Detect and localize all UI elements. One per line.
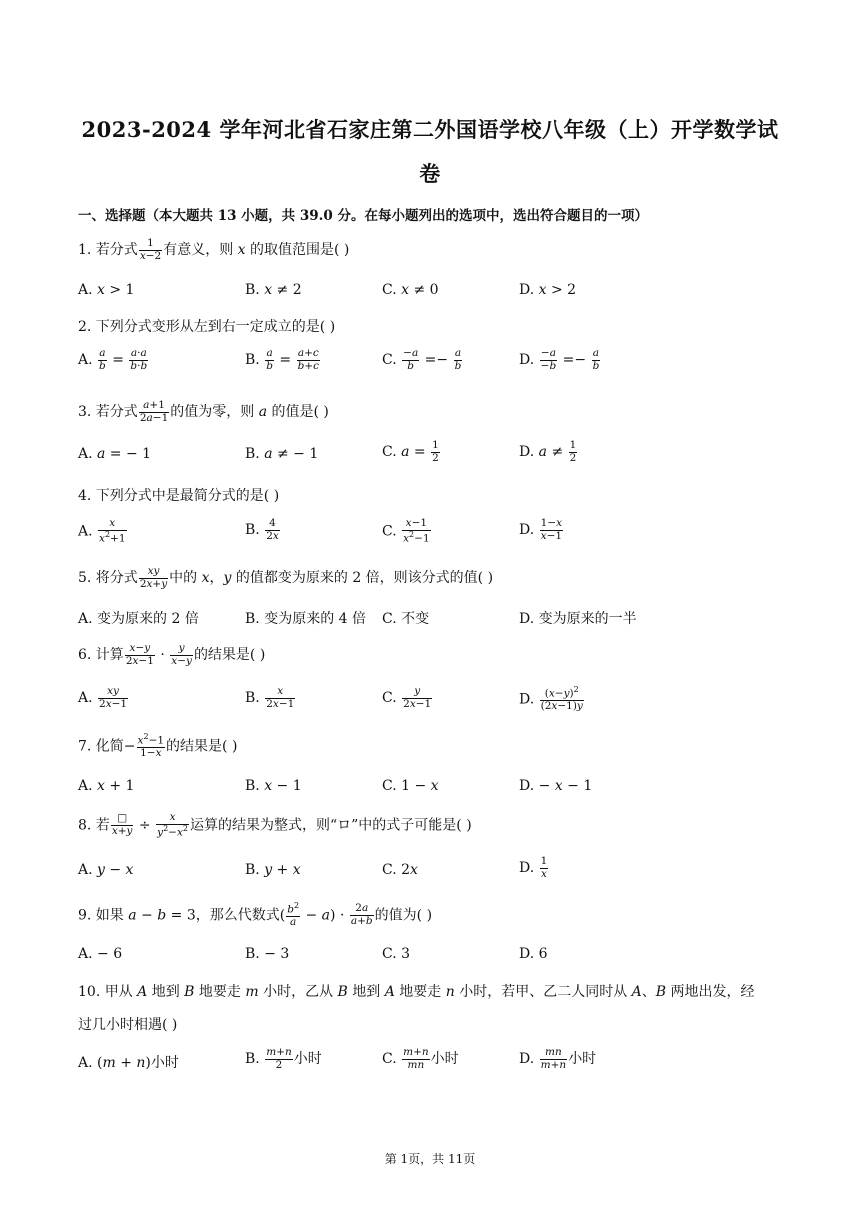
fraction: $\frac{a+1}{2a-1}$ [139,399,169,424]
option-d: D. $\frac{-a}{-b}$ =− $\frac{a}{b}$ [519,347,600,372]
option-c: C. 3 [382,946,411,962]
question-5 [78,566,493,590]
option-b-unit: 小时 [293,1051,322,1068]
option-b: B. 变为原来的 4 倍 [245,611,366,627]
option-d-label: D. [519,860,535,877]
option-c: C. 1 − 𝑥 [382,778,439,794]
option-b: B. − 3 [245,946,290,962]
question-1 [78,238,349,262]
fraction: $\frac{x-y}{2x-1}$ [125,642,154,667]
page-footer: 第 1页，共 11页 [384,1152,476,1166]
fraction: $\frac{□}{x+y}$ [111,812,133,837]
fraction: $\frac{b^2}{a}$ [287,901,300,929]
question-8-stem-pre: 8. 若 [78,817,110,834]
option-d: D. − 𝑥 − 1 [519,778,593,794]
fraction: $\frac{y}{x-y}$ [171,642,192,667]
option-c: C. a = $\frac{1}{2}$ [382,439,439,464]
question-10-line2: 过几小时相遇( ) [78,1017,178,1033]
option-d: D. $\frac{mn}{m+n}$ 小时 [519,1046,597,1071]
question-6-stem-post: 的结果是( ) [193,647,266,664]
question-8-stem-post: 运算的结果为整式，则“ロ”中的式子可能是( ) [189,817,472,834]
option-d: D. $\frac{1}{x}$ [519,855,548,880]
option-d: D. 变为原来的一半 [519,611,637,627]
question-9-stem-pre: 9. 如果 𝑎 − 𝑏 = 3，那么代数式( [78,907,286,924]
option-d: D. $\frac{(x-y)^2}{(2x-1)y}$ [519,685,583,713]
option-a: A. − 6 [78,946,123,962]
option-a: A. 𝑥 + 1 [78,778,135,794]
option-a: A. $\frac{a}{b}$ = $\frac{a\cdot a}{b\cdot b}$ [78,347,148,372]
question-7-stem-pre: 7. 化简− [78,738,136,755]
option-b: B. 𝑥 ≠ 2 [245,282,302,298]
option-a: A. (𝑚 + 𝑛)小时 [78,1055,179,1071]
option-d-unit: 小时 [568,1051,597,1068]
question-7-stem-post: 的结果是( ) [166,738,238,755]
fraction: $\frac{x}{y^2-x^2}$ [157,811,188,839]
question-5-stem-post: 中的 𝑥，𝑦 的值都变为原来的 2 倍，则该分式的值( ) [169,570,494,587]
option-c: C. $\frac{m+n}{mn}$ 小时 [382,1046,459,1071]
option-b: B. 𝑦 + 𝑥 [245,862,301,878]
option-a: A. $\frac{xy}{2x-1}$ [78,685,128,710]
option-b: B. 𝑎 ≠ − 1 [245,446,319,462]
option-c: C. 𝑥 ≠ 0 [382,282,439,298]
question-3 [78,400,329,424]
question-1-stem-pre: 1. 若分式 [78,242,138,259]
question-9-stem-post: 的值为( ) [374,907,433,924]
option-c-unit: 小时 [430,1051,459,1068]
question-1-stem-post: 有意义，则 𝑥 的取值范围是( ) [163,242,350,259]
question-5-stem-pre: 5. 将分式 [78,570,138,587]
option-b: B. 𝑥 − 1 [245,778,302,794]
option-c: C. $\frac{-a}{b}$ =− $\frac{a}{b}$ [382,347,462,372]
question-3-stem-post: 的值为零，则 𝑎 的值是( ) [170,404,329,421]
option-c: C. $\frac{y}{2x-1}$ [382,685,432,710]
question-4: 4. 下列分式中是最简分式的是( ) [78,488,280,504]
option-a: A. $\frac{x}{x^2+1}$ [78,517,126,545]
fraction: $\frac{x^2-1}{1-x}$ [137,732,165,760]
fraction: $\frac{xy}{2x+y}$ [139,565,168,590]
option-b: B. $\frac{x}{2x-1}$ [245,685,295,710]
option-c: C. $\frac{x-1}{x^2-1}$ [382,517,430,545]
option-b: B. $\frac{4}{2x}$ [245,517,279,542]
question-10-line1: 10. 甲从 𝐴 地到 𝐵 地要走 𝑚 小时，乙从 𝐵 地到 𝐴 地要走 𝑛 小时，若甲、乙二人同时从 𝐴、𝐵 两地出发，经 [78,984,755,1000]
question-3-stem-pre: 3. 若分式 [78,404,138,421]
option-d: D. $\frac{1-x}{x-1}$ [519,517,563,542]
option-a: A. 𝑥 > 1 [78,282,135,298]
option-c: C. 2𝑥 [382,862,418,878]
question-6: 6. 计算 $\frac{x-y}{2x-1}$ · $\frac{y}{x-y}$ 的结果是( ) [78,642,266,667]
page-title-line1: 2023-2024 学年河北省石家庄第二外国语学校八年级（上）开学数学试 [81,117,779,142]
option-a: A. 𝑎 = − 1 [78,446,152,462]
option-a: A. 𝑦 − 𝑥 [78,862,134,878]
option-d: D. a ≠ $\frac{1}{2}$ [519,439,577,464]
option-d: D. 𝑥 > 2 [519,282,577,298]
option-b: B. $\frac{a}{b}$ = $\frac{a+c}{b+c}$ [245,347,320,372]
fraction: $\frac{1}{x-2}$ [139,237,162,262]
question-2: 2. 下列分式变形从左到右一定成立的是( ) [78,319,336,335]
question-6-stem-pre: 6. 计算 [78,647,124,664]
section-heading: 一、选择题（本大题共 13 小题，共 39.0 分。在每小题列出的选项中，选出符合题目的一项） [78,208,648,224]
option-c: C. 不变 [382,611,430,627]
question-9: 9. 如果 𝑎 − 𝑏 = 3，那么代数式( $\frac{b^2}{a}$ − a) · $\frac{2a}{a+b}$ 的值为( ) [78,901,433,929]
option-a: A. 变为原来的 2 倍 [78,611,199,627]
question-8: 8. 若 $\frac{□}{x+y}$ ÷ $\frac{x}{y^2-x^2}$ 运算的结果为整式，则“ロ”中的式子可能是( ) [78,811,472,839]
option-b: B. $\frac{m+n}{2}$ 小时 [245,1046,322,1071]
question-7 [78,733,237,760]
fraction: $\frac{2a}{a+b}$ [350,902,373,927]
page-title-line2: 卷 [419,161,441,186]
option-d: D. 6 [519,946,548,962]
